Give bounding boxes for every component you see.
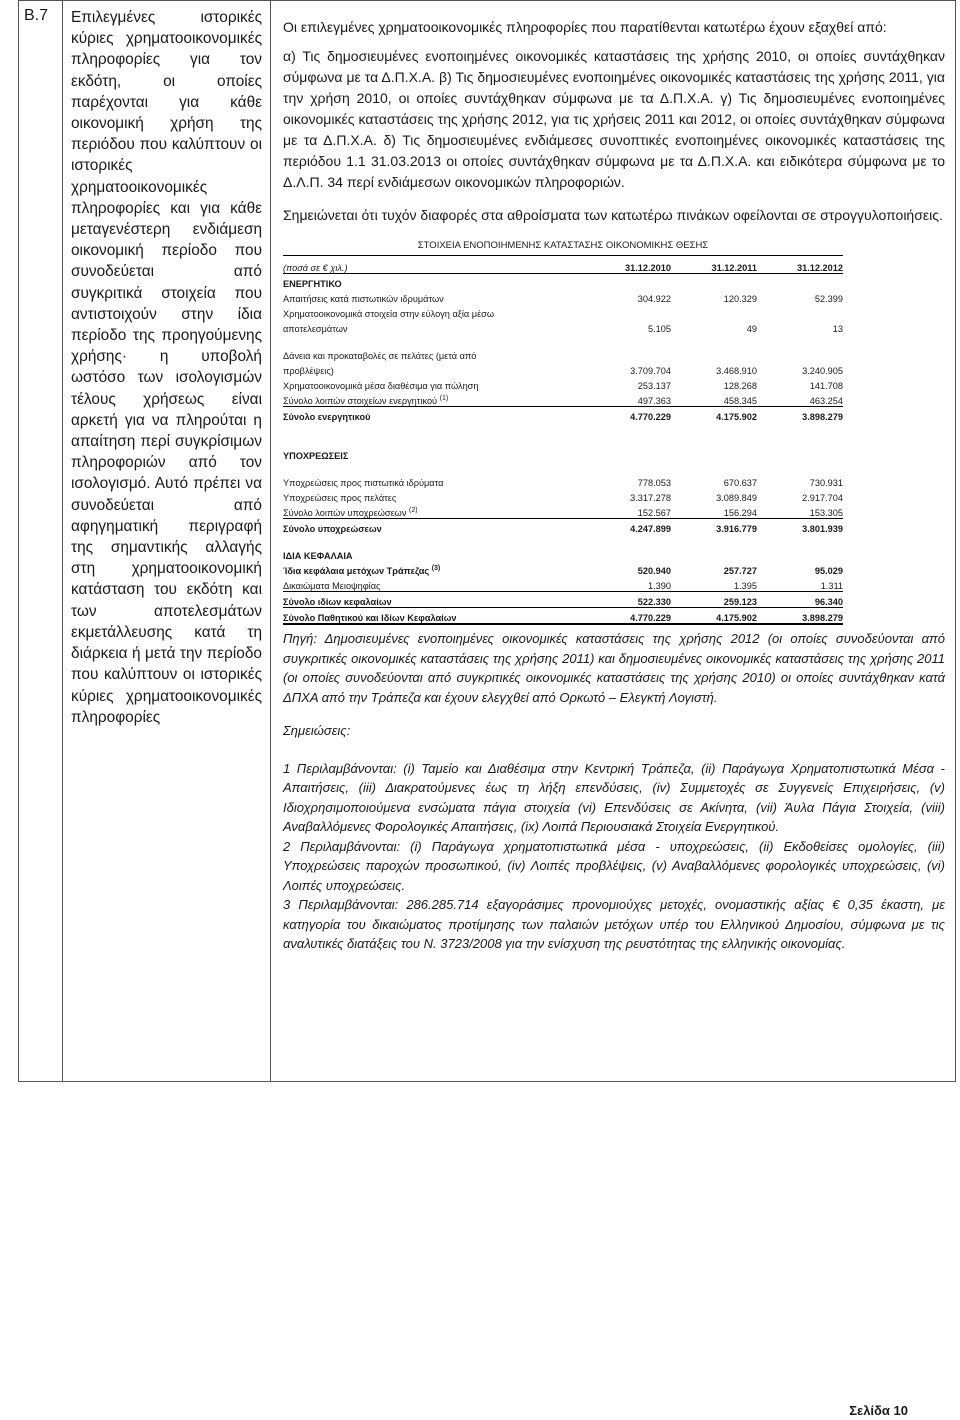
table-row xyxy=(283,473,843,488)
rounding-note: Σημειώνεται ότι τυχόν διαφορές στα αθροίσματα των κατωτέρω πινάκων οφείλονται σε στρογγυλοποιήσεις. xyxy=(283,207,943,223)
value-2010: 4.247.899 xyxy=(630,524,671,534)
row-label: Χρηματοοικονομικά μέσα διαθέσιμα για πώληση xyxy=(283,381,479,391)
value-2012: 141.708 xyxy=(809,381,843,391)
value-2010: 253.137 xyxy=(637,381,671,391)
section-label: Επιλεγμένες ιστορικές κύριες χρηματοοικονομικές πληροφορίες για τον εκδότη, οι οποίες παρέχονται για κάθε οικονομική χρήση της περιόδου που καλύπτουν οι ιστορικές χρηματοοικονομικές πληροφορίες και για κάθε μεταγενέστερη ενδιάμεση οικονομική περίοδο που συνοδεύεται από συγκριτικά στοιχεία που αντιστοιχούν στην ίδια περίοδο της προηγούμενης χρήσης· η υποβολή ωστόσο των ισολογισμών τέλους χρήσεως είναι αρκετή για να πληρούται η απαίτηση περί συγκρίσιμων πληροφοριών από τον ισολογισμό. Αυτό πρέπει να συνοδεύεται από αφηγηματική περιγραφή της σημαντικής αλλαγής στη χρηματοοικονομική κατάσταση του εκδότη και των αποτελεσμάτων εκμετάλλευσης κατά τη διάρκεια ή μετά την περίοδο που καλύπτουν οι ιστορικές κύριες χρηματοοικονομικές πληροφορίες xyxy=(71,9,262,726)
value-2012: 52.399 xyxy=(814,294,843,304)
value-2010: 497.363 xyxy=(585,391,671,407)
row-label: Χρηματοοικονομικά στοιχεία στην εύλογη αξία μέσω xyxy=(283,309,495,319)
assets-heading: ΕΝΕΡΓΗΤΙΚΟ xyxy=(283,279,342,289)
table-row xyxy=(283,319,843,334)
source-note: Πηγή: Δημοσιευμένες ενοποιημένες οικονομικές καταστάσεις της χρήσης 2012 (οι οποίες συνοδεύονται από συγκριτικές οικονομικές καταστάσεις της χρήσης 2011) και δημοσιευμένες οικονομικές καταστάσεις της χρήσης 2011 (οι οποίες συνοδεύονται από συγκριτικές οικονομικές καταστάσεις της χρήσης 2010) οι οποίες συντάχθηκαν κατά ΔΠΧΑ από την Τράπεζα και έχουν ελεγχθεί από Ορκωτό – Ελεγκτή Λογιστή. xyxy=(283,631,945,705)
value-2011: 156.294 xyxy=(671,503,757,519)
value-2010: 3.709.704 xyxy=(630,366,671,376)
section-label-column xyxy=(63,1,271,1081)
row-label-cell xyxy=(283,503,585,519)
section-content xyxy=(271,1,955,1081)
value-2011: 3.468.910 xyxy=(716,366,757,376)
value-2012: 2.917.704 xyxy=(802,493,843,503)
footnote-ref: (1) xyxy=(439,394,449,402)
note-2: 2 Περιλαμβάνονται: (i) Παράγωγα χρηματοπιστωτικά μέσα - υποχρεώσεις, (ii) Εκδοθείσες ομολογίες, (iii) Υποχρεώσεις παροχών προσωπικού, (iv) Λοιπές προβλέψεις, (v) Αναβαλλόμενες φορολογικές υποχρεώσεις, (vi) Λοιπές υποχρεώσεις. xyxy=(283,838,945,893)
value-2012: 95.029 xyxy=(814,566,843,576)
table-row-label-line1 xyxy=(283,304,843,319)
value-2010: 522.330 xyxy=(585,592,671,608)
row-label-cell xyxy=(283,561,585,576)
table-row xyxy=(283,289,843,304)
footnote-ref: (2) xyxy=(409,506,418,514)
table-row xyxy=(283,361,843,376)
note-3: 3 Περιλαμβάνονται: 286.285.714 εξαγοράσιμες προνομιούχες μετοχές, ονομαστικής αξίας € 0,35 έκαστη, με κατηγορία του δικαιώματος προτίμησης των παλαιών μετόχων υπέρ του Ελληνικού Δημοσίου, σύμφωνα με τις αναλυτικές διατάξεις του Ν. 3723/2008 για την ενίσχυση της ρευστότητας της ελληνικής οικονομίας. xyxy=(283,897,945,951)
row-label: Δικαιώματα Μειοψηφίας xyxy=(283,576,585,592)
table-row xyxy=(283,561,843,576)
value-2012: 1.311 xyxy=(757,576,843,592)
col-header-2010: 31.12.2010 xyxy=(585,258,671,274)
row-label: Υποχρεώσεις προς πελάτες xyxy=(283,493,397,503)
col-header-2011: 31.12.2011 xyxy=(671,258,757,274)
value-2011: 1.395 xyxy=(671,576,757,592)
table-row xyxy=(283,391,843,407)
value-2011: 257.727 xyxy=(723,566,757,576)
liabilities-heading: ΥΠΟΧΡΕΩΣΕΙΣ xyxy=(283,451,349,461)
value-2010: 1.390 xyxy=(585,576,671,592)
row-label: Σύνολο υποχρεώσεων xyxy=(283,524,382,534)
grand-total-row xyxy=(283,608,843,625)
table-row-label-line1 xyxy=(283,346,843,361)
total-equity-row xyxy=(283,592,843,608)
value-2010: 5.105 xyxy=(648,324,671,334)
footnote-ref: (3) xyxy=(431,564,441,572)
value-2011: 128.268 xyxy=(723,381,757,391)
value-2011: 49 xyxy=(746,324,757,334)
note-1: 1 Περιλαμβάνονται: (i) Ταμείο και Διαθέσιμα στην Κεντρική Τράπεζα, (ii) Παράγωγα Χρηματοπιστωτικά Μέσα - Απαιτήσεις, (iii) Διακρατούμενες έως τη λήξη επενδύσεις, (iv) Συμμετοχές σε Συγγενείς Επιχειρήσεις, (v) Ιδιοχρησιμοποιούμενα ενσώματα πάγια στοιχεία (vi) Επενδύσεις σε Ακίνητα, (vii) Άυλα Πάγια Στοιχεία, (viii) Αναβαλλόμενες Φορολογικές Απαιτήσεις, (ix) Λοιπά Περιουσιακά Στοιχεία Ενεργητικού. xyxy=(283,760,945,834)
row-label: Δάνεια και προκαταβολές σε πελάτες (μετά από xyxy=(283,351,477,361)
row-label: Σύνολο λοιπών υποχρεώσεων xyxy=(283,508,407,518)
financial-position-table xyxy=(283,258,843,625)
value-2011: 670.637 xyxy=(723,478,757,488)
value-2012: 3.801.939 xyxy=(802,524,843,534)
value-2011: 4.175.902 xyxy=(671,608,757,625)
equity-heading-row xyxy=(283,546,843,561)
equity-heading: ΙΔΙΑ ΚΕΦΑΛΑΙΑ xyxy=(283,551,353,561)
row-label-cell xyxy=(283,391,585,407)
row-label: Σύνολο Παθητικού και Ιδίων Κεφαλαίων xyxy=(283,608,585,625)
value-2012: 3.898.279 xyxy=(757,608,843,625)
value-2011: 120.329 xyxy=(723,294,757,304)
table-row xyxy=(283,488,843,503)
value-2012: 96.340 xyxy=(757,592,843,608)
section-number: B.7 xyxy=(24,7,49,24)
value-2011: 458.345 xyxy=(671,391,757,407)
col-header-2012: 31.12.2012 xyxy=(757,258,843,274)
value-2011: 3.916.779 xyxy=(716,524,757,534)
value-2012: 3.898.279 xyxy=(802,412,843,422)
table-title: ΣΤΟΙΧΕΙΑ ΕΝΟΠΟΙΗΜΕΝΗΣ ΚΑΤΑΣΤΑΣΗΣ ΟΙΚΟΝΟΜΙΚΗΣ ΘΕΣΗΣ xyxy=(283,240,843,256)
row-label: Σύνολο λοιπών στοιχείων ενεργητικού xyxy=(283,396,438,406)
sources-paragraph: α) Τις δημοσιευμένες ενοποιημένες οικονομικές καταστάσεις της χρήσης 2010, οι οποίες συντάχθηκαν σύμφωνα με τα Δ.Π.Χ.Α. β) Τις δημοσιευμένες ενοποιημένες οικονομικές καταστάσεις της χρήσης 2011, για την χρήση 2010, οι οποίες συντάχθηκαν σύμφωνα με τα Δ.Π.Χ.Α. γ) Τις δημοσιευμένες ενοποιημένες οικονομικές καταστάσεις της χρήσης 2012, για τις χρήσεις 2011 και 2012, οι οποίες συντάχθηκαν σύμφωνα με τα Δ.Π.Χ.Α. δ) Τις δημοσιευμένες ενδιάμεσες συνοπτικές ενοποιημένες οικονομικές καταστάσεις της περιόδου 1.1 31.03.2013 οι οποίες συντάχθηκαν σύμφωνα με τα Δ.Π.Χ.Α. και ειδικότερα σύμφωνα με το Δ.Λ.Π. 34 περί ενδιάμεσων οικονομικών πληροφοριών. xyxy=(283,48,945,190)
table-row xyxy=(283,376,843,391)
value-2011: 259.123 xyxy=(671,592,757,608)
row-label: Απαιτήσεις κατά πιστωτικών ιδρυμάτων xyxy=(283,294,444,304)
table-header-row xyxy=(283,258,843,274)
liabilities-heading-row xyxy=(283,446,843,461)
total-liabilities-row xyxy=(283,519,843,535)
row-label: προβλέψεις) xyxy=(283,366,334,376)
value-2010: 520.940 xyxy=(637,566,671,576)
row-label: αποτελεσμάτων xyxy=(283,324,348,334)
row-label: Υποχρεώσεις προς πιστωτικά ιδρύματα xyxy=(283,478,444,488)
value-2011: 3.089.849 xyxy=(716,493,757,503)
value-2010: 152.567 xyxy=(585,503,671,519)
table-row xyxy=(283,576,843,592)
table-row xyxy=(283,503,843,519)
page-number: Σελίδα 10 xyxy=(849,1403,908,1418)
value-2012: 153.305 xyxy=(757,503,843,519)
section-number-column xyxy=(19,1,63,1081)
value-2010: 304.922 xyxy=(637,294,671,304)
notes-title: Σημειώσεις: xyxy=(283,723,351,738)
row-label: Σύνολο ιδίων κεφαλαίων xyxy=(283,592,585,608)
row-label: Σύνολο ενεργητικού xyxy=(283,412,371,422)
value-2010: 4.770.229 xyxy=(585,608,671,625)
value-2010: 4.770.229 xyxy=(630,412,671,422)
value-2012: 463.254 xyxy=(757,391,843,407)
row-label: Ίδια κεφάλαια μετόχων Τράπεζας xyxy=(283,566,430,576)
value-2012: 3.240.905 xyxy=(802,366,843,376)
total-assets-row xyxy=(283,407,843,423)
intro-text: Οι επιλεγμένες χρηματοοικονομικές πληροφορίες που παρατίθενται κατωτέρω έχουν εξαχθεί από: xyxy=(283,19,887,35)
value-2010: 778.053 xyxy=(637,478,671,488)
value-2012: 13 xyxy=(832,324,843,334)
value-2011: 4.175.902 xyxy=(716,412,757,422)
unit-label: (ποσά σε € χιλ.) xyxy=(283,258,585,274)
value-2010: 3.317.278 xyxy=(630,493,671,503)
section-frame xyxy=(18,0,956,1082)
value-2012: 730.931 xyxy=(809,478,843,488)
assets-heading-row xyxy=(283,274,843,290)
